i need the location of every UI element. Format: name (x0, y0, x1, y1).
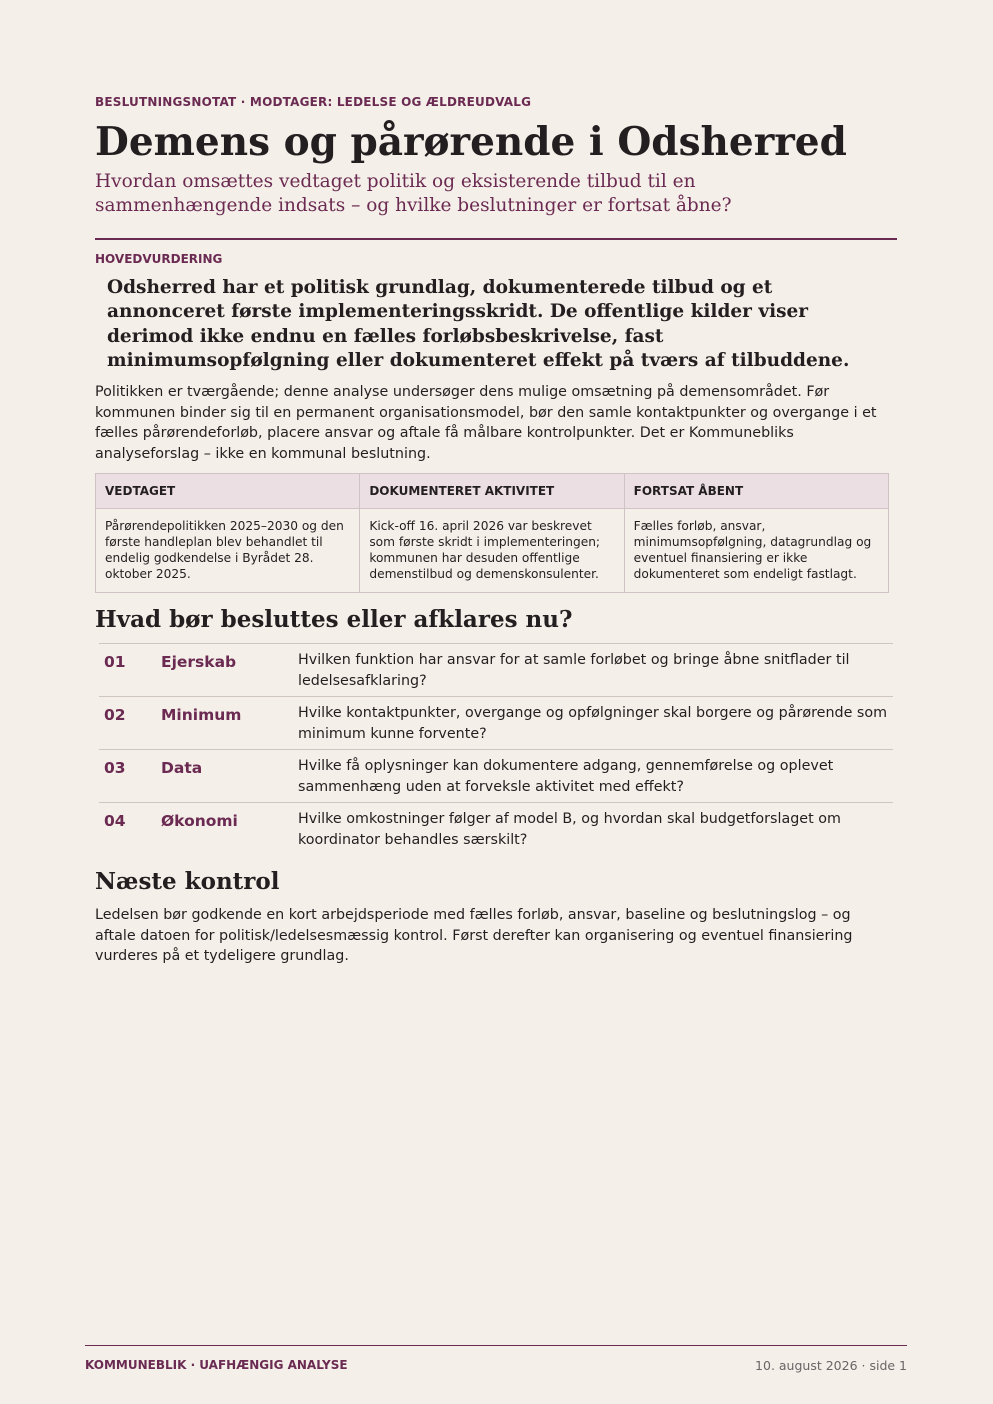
footer-publisher: KOMMUNEBLIK · UAFHÆNGIG ANALYSE (85, 1358, 348, 1372)
header-divider (95, 238, 897, 240)
decision-question: Hvilke få oplysninger kan dokumentere adgang, gennemførelse og oplevet sammenhæng uden at forveksle aktivitet med effekt? (298, 758, 834, 795)
decision-label: Data (161, 759, 203, 777)
decisions-heading: Hvad bør besluttes eller afklares nu? (95, 606, 573, 633)
status-table-header-row (96, 474, 889, 509)
status-table-row (96, 509, 889, 593)
next-control-heading: Næste kontrol (95, 868, 280, 895)
decision-number: 04 (104, 812, 126, 830)
decision-question: Hvilke kontaktpunkter, overgange og opfølgninger skal borgere og pårørende som minimum kunne forvente? (298, 705, 888, 742)
decision-list (99, 643, 893, 855)
document-kicker: BESLUTNINGSNOTAT · MODTAGER: LEDELSE OG ÆLDREUDVALG (95, 95, 532, 109)
status-table (95, 473, 889, 593)
decision-item (99, 644, 893, 697)
decision-number: 03 (104, 759, 126, 777)
page-title: Demens og pårørende i Odsherred (95, 119, 847, 165)
decision-number: 01 (104, 653, 126, 671)
decision-label: Minimum (161, 706, 242, 724)
status-header-vedtaget: VEDTAGET (96, 474, 360, 509)
next-control-text: Ledelsen bør godkende en kort arbejdsperiode med fælles forløb, ansvar, baseline og beslutningslog – og aftale datoen for politisk/ledelsesmæssig kontrol. Først derefter kan organisering og eventuel finansiering vurderes på et tydeligere grundlag. (95, 907, 853, 964)
decision-item (99, 803, 893, 855)
decision-question: Hvilke omkostninger følger af model B, og hvordan skal budgetforslaget om koordinator behandles særskilt? (298, 811, 841, 848)
status-header-aabent: FORTSAT ÅBENT (624, 474, 888, 509)
page-subtitle: Hvordan omsættes vedtaget politik og eksisterende tilbud til en sammenhængende indsats – og hvilke beslutninger er fortsat åbne? (95, 171, 732, 216)
status-cell-aktivitet: Kick-off 16. april 2026 var beskrevet som første skridt i implementeringen; kommunen har desuden offentlige demenstilbud og demenskonsulenter. (360, 509, 624, 593)
footer-date-page: 10. august 2026 · side 1 (755, 1358, 907, 1373)
assessment-label: HOVEDVURDERING (95, 252, 223, 266)
footer-divider (85, 1345, 907, 1346)
decision-number: 02 (104, 706, 126, 724)
assessment-body: Politikken er tværgående; denne analyse undersøger dens mulige omsætning på demensområdet. Før kommunen binder sig til en permanent organisationsmodel, bør den samle kontaktpunkter og overgange i et fælles pårørendeforløb, placere ansvar og aftale få målbare kontrolpunkter. Det er Kommunebliks analyseforslag – ikke en kommunal beslutning. (95, 384, 877, 462)
assessment-lead: Odsherred har et politisk grundlag, dokumenterede tilbud og et annonceret første implementeringsskridt. De offentlige kilder viser derimod ikke endnu en fælles forløbsbeskrivelse, fast minimumsopfølgning eller dokumenteret effekt på tværs af tilbuddene. (107, 277, 850, 371)
decision-label: Økonomi (161, 812, 238, 830)
decision-question: Hvilken funktion har ansvar for at samle forløbet og bringe åbne snitflader til ledelsesafklaring? (298, 652, 850, 689)
status-header-aktivitet: DOKUMENTERET AKTIVITET (360, 474, 624, 509)
status-cell-aabent: Fælles forløb, ansvar, minimumsopfølgning, datagrundlag og eventuel finansiering er ikke dokumenteret som endeligt fastlagt. (624, 509, 888, 593)
decision-item (99, 750, 893, 803)
decision-item (99, 697, 893, 750)
status-cell-vedtaget: Pårørendepolitikken 2025–2030 og den første handleplan blev behandlet til endelig godkendelse i Byrådet 28. oktober 2025. (96, 509, 360, 593)
decision-label: Ejerskab (161, 653, 237, 671)
